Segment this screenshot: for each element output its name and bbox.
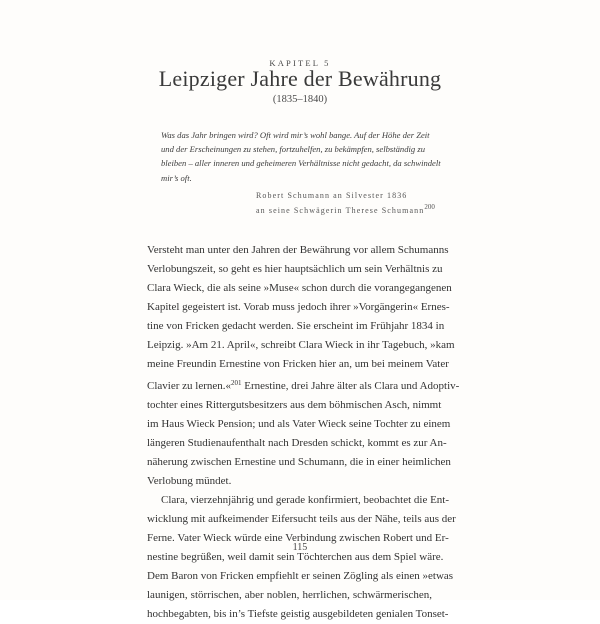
- text-line: Kapitel gegeistert ist. Vorab muss jedoch ihrer »Vorgängerin« Ernes-: [147, 301, 450, 313]
- text-line: meine Freundin Ernestine von Fricken hier an, um bei meinem Vater: [147, 358, 449, 370]
- text-line: Clara Wieck, die als seine »Muse« schon durch die vorangegangenen: [147, 282, 452, 294]
- text-line: Verlobungszeit, so geht es hier hauptsächlich um sein Verhältnis zu: [147, 263, 443, 275]
- text-line: wicklung mit aufkeimender Eifersucht teils aus der Nähe, teils aus der: [147, 513, 456, 525]
- attribution-line-2: [256, 202, 496, 217]
- text-line: Leipzig. »Am 21. April«, schreibt Clara Wieck in ihr Tagebuch, »kam: [147, 339, 455, 351]
- epigraph-line: und der Erscheinungen zu stehen, fortzuhelfen, zu bekämpfen, selbständig zu: [161, 144, 425, 155]
- body-text: [147, 241, 460, 624]
- text-line: Ferne. Vater Wieck würde eine Verbindung zwischen Robert und Er-: [147, 532, 449, 544]
- paragraph-2: [147, 491, 456, 624]
- epigraph-line: Was das Jahr bringen wird? Oft wird mir’s wohl bange. Auf der Höhe der Zeit: [161, 130, 430, 140]
- text-line: näherung zwischen Ernestine und Schumann, die in einer heimlichen: [147, 456, 451, 468]
- text-line: Dem Baron von Fricken empfiehlt er seinen Zögling als einen »etwas: [147, 570, 454, 582]
- text-line: tine von Fricken gedacht werden. Sie erscheint im Frühjahr 1834 in: [147, 320, 445, 332]
- text-line: im Haus Wieck Pension; und als Vater Wieck seine Tochter zu einem: [147, 418, 451, 430]
- epigraph-line: mir’s oft.: [161, 172, 192, 183]
- epigraph-line: bleiben – aller inneren und geheimeren Verhältnisse nicht gedacht, da schwindelt: [161, 158, 441, 169]
- text-line: [147, 374, 460, 396]
- page-number: 115: [292, 542, 308, 553]
- chapter-title: Leipziger Jahre der Bewährung: [158, 66, 442, 91]
- chapter-label: KAPITEL 5: [269, 58, 331, 68]
- epigraph: [161, 128, 441, 185]
- text-line: nestine begrüßen, weil damit sein Töchterchen aus dem Spiel wäre.: [147, 551, 444, 563]
- text-line: Clara, vierzehnjährig und gerade konfirmiert, beobachtet die Ent-: [161, 494, 450, 506]
- chapter-years: (1835–1840): [272, 94, 328, 105]
- text-line: Verlobung mündet.: [147, 475, 232, 487]
- footnote-ref: 201: [231, 379, 242, 387]
- epigraph-attribution: [256, 191, 496, 216]
- footnote-ref: 200: [424, 202, 435, 211]
- attribution-line-1: Robert Schumann an Silvester 1836: [256, 191, 408, 200]
- attribution-text: an seine Schwägerin Therese Schumann: [256, 205, 425, 215]
- text-line: hochbegabten, bis in’s Tiefste geistig ausgebildeten genialen Tonset-: [147, 608, 449, 620]
- text-line: tochter eines Rittergutsbesitzers aus dem böhmischen Asch, nimmt: [147, 399, 442, 411]
- paragraph-1: [147, 241, 460, 491]
- text-segment: Clavier zu lernen.«: [147, 380, 231, 392]
- text-line: launigen, störrischen, aber noblen, herrlichen, schwärmerischen,: [147, 589, 432, 601]
- text-line: längeren Studienaufenthalt nach Dresden schickt, kommt es zur An-: [147, 437, 447, 449]
- text-segment: Ernestine, drei Jahre älter als Clara und Adoptiv-: [241, 380, 460, 392]
- text-line: Versteht man unter den Jahren der Bewährung vor allem Schumanns: [147, 244, 449, 256]
